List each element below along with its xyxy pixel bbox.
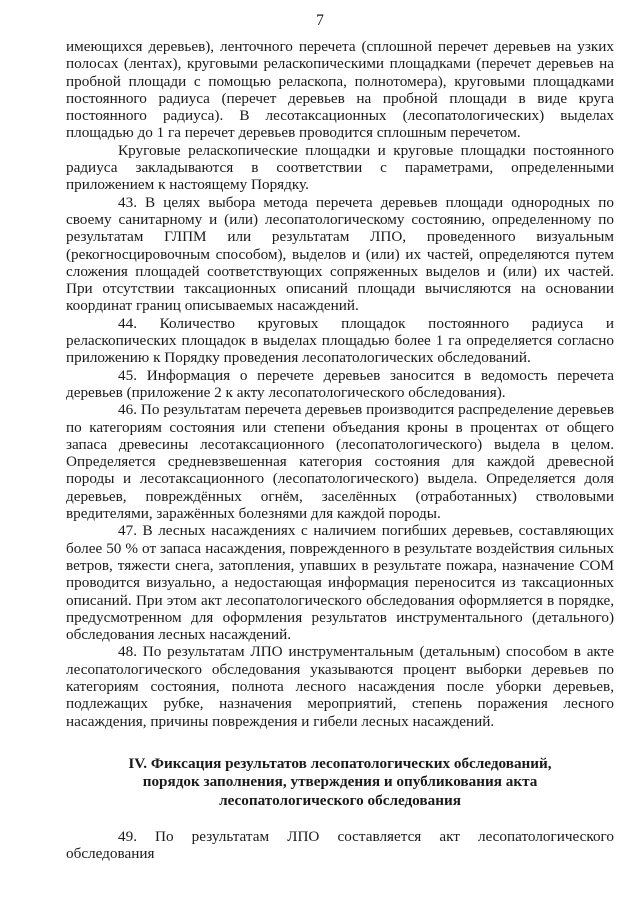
- paragraph-44: 44. Количество круговых площадок постоянного радиуса и реласкопических площадок в выделах площадью более 1 га определяется согласно приложению к Порядку проведения лесопатологических обследований.: [66, 314, 614, 367]
- paragraph-continuation: имеющихся деревьев), ленточного перечета (сплошной перечет деревьев на узких полосах (лентах), круговыми реласкопическими площадками (перечет деревьев на пробной площади с помощью реласкопа, полнотомера), круговыми площадками постоянного радиуса (перечет деревьев на пробной площади в виде круга постоянного радиуса). В лесотаксационных (лесопатологических) выделах площадью до 1 га перечет деревьев проводится сплошным перечетом.: [66, 38, 614, 142]
- paragraph-45: 45. Информация о перечете деревьев заносится в ведомость перечета деревьев (приложение 2 к акту лесопатологического обследования).: [66, 366, 614, 401]
- section-heading-line: IV. Фиксация результатов лесопатологических обследований,: [128, 754, 552, 772]
- paragraph-43: 43. В целях выбора метода перечета деревьев площади однородных по своему санитарному и (или) лесопатологическому состоянию, определенному по результатам ГЛПМ или результатам ЛПО, проведенного визуальным (рекогносцировочным способом), выделов и (или) их частей, определяются путем сложения площадей соответствующих сопряженных выделов и (или) их частей. При отсутствии таксационных описаний площади вычисляются на основании координат границ описываемых насаждений.: [66, 193, 614, 315]
- section-heading: [66, 755, 614, 811]
- page-number: 7: [316, 12, 324, 29]
- paragraph-48: 48. По результатам ЛПО инструментальным (детальным) способом в акте лесопатологического обследования указываются процент выборки деревьев по категориям состояния, полнота лесного насаждения после уборки деревьев, подлежащих рубке, назначения мероприятий, степень поражения лесного насаждения, причины повреждения и гибели лесных насаждений.: [66, 643, 614, 730]
- paragraphs-before-heading: [66, 38, 614, 730]
- paragraph-circular-plots: Круговые реласкопические площадки и круговые площадки постоянного радиуса закладываются в соответствии с параметрами, определенными приложением к настоящему Порядку.: [66, 141, 614, 194]
- paragraph-49: 49. По результатам ЛПО составляется акт лесопатологического обследования: [66, 827, 614, 862]
- paragraphs-after-heading: [66, 828, 614, 863]
- section-heading-line: порядок заполнения, утверждения и опубликования акта: [142, 773, 538, 791]
- section-heading-line: лесопатологического обследования: [219, 792, 461, 810]
- paragraph-46: 46. По результатам перечета деревьев производится распределение деревьев по категориям состояния или степени объедания кроны в процентах от общего запаса древесины лесотаксационного (лесопатологического) выдела в целом. Определяется средневзвешенная категория состояния для каждой древесной породы и лесотаксационного (лесопатологического) выдела. Определяется доля деревьев, повреждённых огнём, заселённых (отработанных) стволовыми вредителями, заражённых болезнями для каждой породы.: [66, 401, 614, 523]
- document-body: [66, 38, 614, 862]
- paragraph-47: 47. В лесных насаждениях с наличием погибших деревьев, составляющих более 50 % от запаса насаждения, поврежденного в результате воздействия сильных ветров, тяжести снега, затопления, упавших в результате пожара, назначение СОМ проводится визуально, а недостающая информация переносится из таксационных описаний. При этом акт лесопатологического обследования оформляется в порядке, предусмотренном для оформления результатов инструментального (детального) обследования лесных насаждений.: [66, 522, 614, 644]
